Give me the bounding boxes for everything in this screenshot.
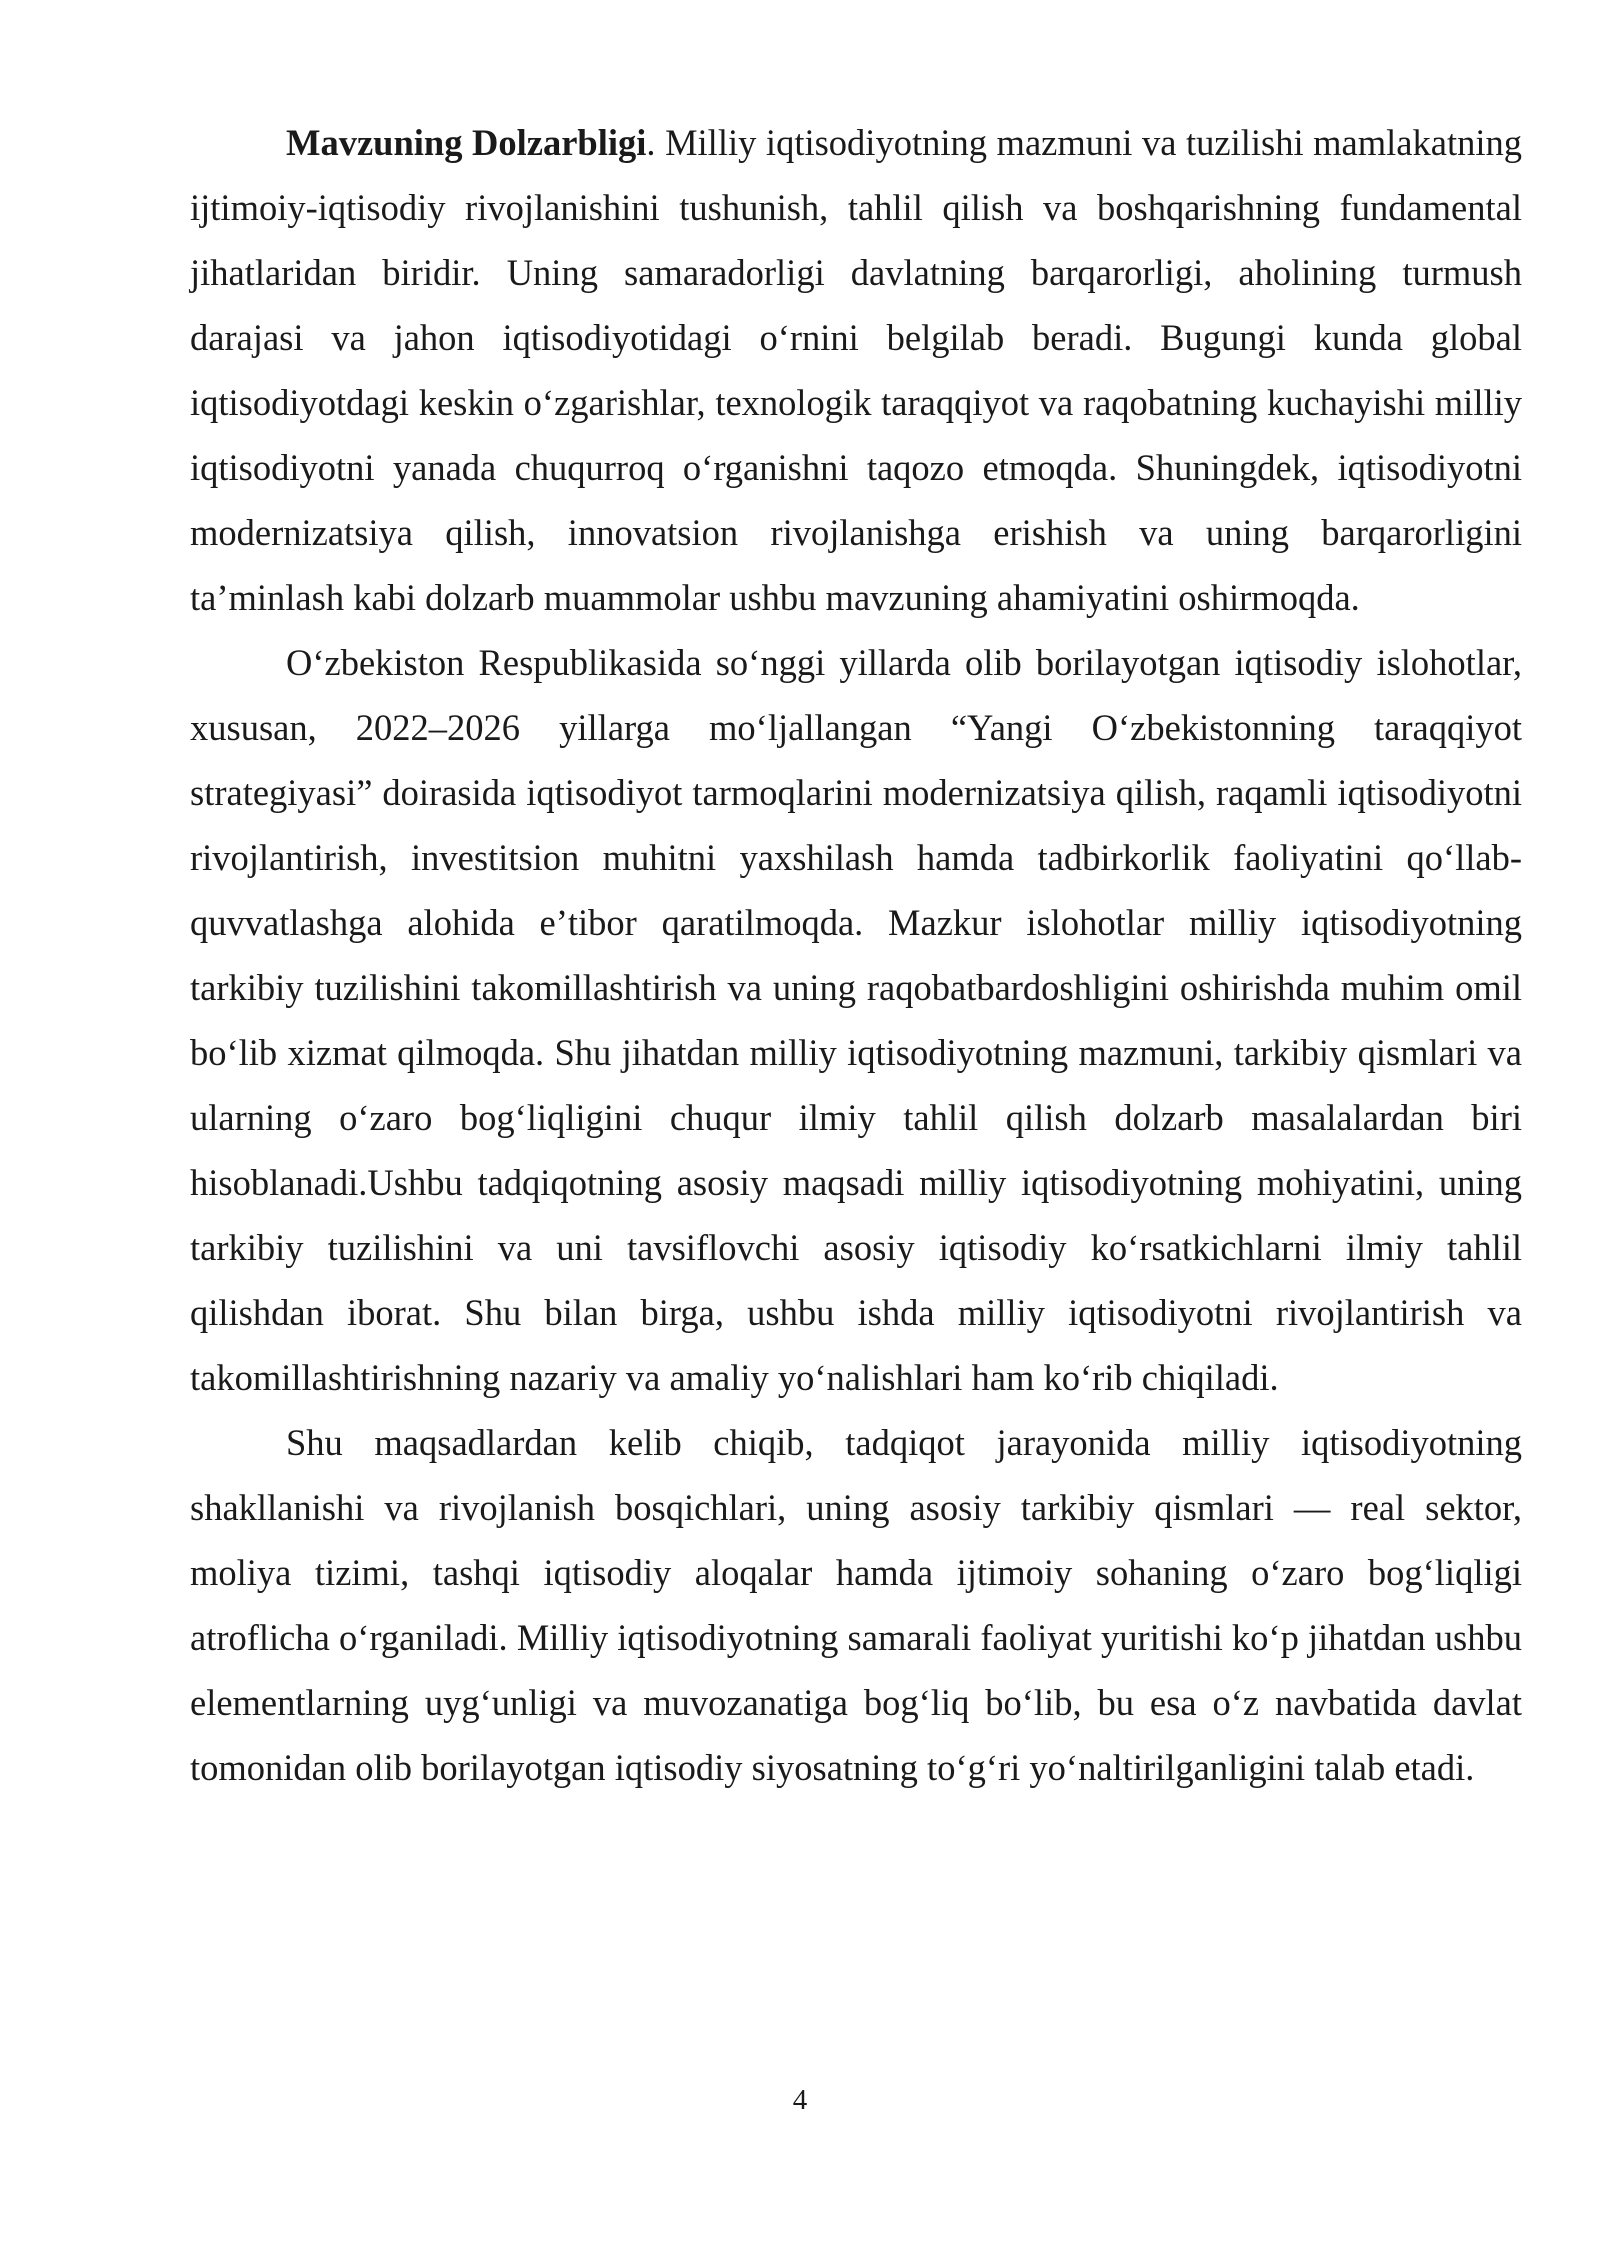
heading-punctuation: .: [646, 122, 656, 163]
paragraph-text: Oʻzbekiston Respublikasida soʻnggi yillarda olib borilayotgan iqtisodiy islohotlar, xususan, 2022–2026 yillarga moʻljallangan “Yangi Oʻzbekistonning taraqqiyot strategiyasi” doirasida iqtisodiyot tarmoqlarini modernizatsiya qilish, raqamli iqtisodiyotni rivojlantirish, investitsion muhitni yaxshilash hamda tadbirkorlik faoliyatini qoʻllab-quvvatlashga alohida eʼtibor qaratilmoqda. Mazkur islohotlar milliy iqtisodiyotning tarkibiy tuzilishini takomillashtirish va uning raqobatbardoshligini oshirishda muhim omil boʻlib xizmat qilmoqda. Shu jihatdan milliy iqtisodiyotning mazmuni, tarkibiy qismlari va ularning oʻzaro bogʻliqligini chuqur ilmiy tahlil qilish dolzarb masalalardan biri hisoblanadi.Ushbu tadqiqotning asosiy maqsadi milliy iqtisodiyotning mohiyatini, uning tarkibiy tuzilishini va uni tavsiflovchi asosiy iqtisodiy koʻrsatkichlarni ilmiy tahlil qilishdan iborat. Shu bilan birga, ushbu ishda milliy iqtisodiyotni rivojlantirish va takomillashtirishning nazariy va amaliy yoʻnalishlari ham koʻrib chiqiladi.: [190, 642, 1522, 1398]
section-heading: Mavzuning Dolzarbligi: [286, 122, 647, 163]
paragraph-reforms: [190, 630, 1522, 1410]
paragraph-text: Shu maqsadlardan kelib chiqib, tadqiqot jarayonida milliy iqtisodiyotning shakllanishi va rivojlanish bosqichlari, uning asosiy tarkibiy qismlari — real sektor, moliya tizimi, tashqi iqtisodiy aloqalar hamda ijtimoiy sohaning oʻzaro bogʻliqligi atroflicha oʻrganiladi. Milliy iqtisodiyotning samarali faoliyat yuritishi koʻp jihatdan ushbu elementlarning uygʻunligi va muvozanatiga bogʻliq boʻlib, bu esa oʻz navbatida davlat tomonidan olib borilayotgan iqtisodiy siyosatning toʻgʻri yoʻnaltirilganligini talab etadi.: [190, 1422, 1522, 1788]
paragraph-text: Milliy iqtisodiyotning mazmuni va tuzilishi mamlakatning ijtimoiy-iqtisodiy rivojlanishini tushunish, tahlil qilish va boshqarishning fundamental jihatlaridan biridir. Uning samaradorligi davlatning barqarorligi, aholining turmush darajasi va jahon iqtisodiyotidagi oʻrnini belgilab beradi. Bugungi kunda global iqtisodiyotdagi keskin oʻzgarishlar, texnologik taraqqiyot va raqobatning kuchayishi milliy iqtisodiyotni yanada chuqurroq oʻrganishni taqozo etmoqda. Shuningdek, iqtisodiyotni modernizatsiya qilish, innovatsion rivojlanishga erishish va uning barqarorligini taʼminlash kabi dolzarb muammolar ushbu mavzuning ahamiyatini oshirmoqda.: [190, 122, 1522, 618]
page-number: 4: [792, 2084, 808, 2116]
document-page: [190, 110, 1522, 1800]
paragraph-relevance: [190, 110, 1522, 630]
paragraph-objectives: [190, 1410, 1522, 1800]
